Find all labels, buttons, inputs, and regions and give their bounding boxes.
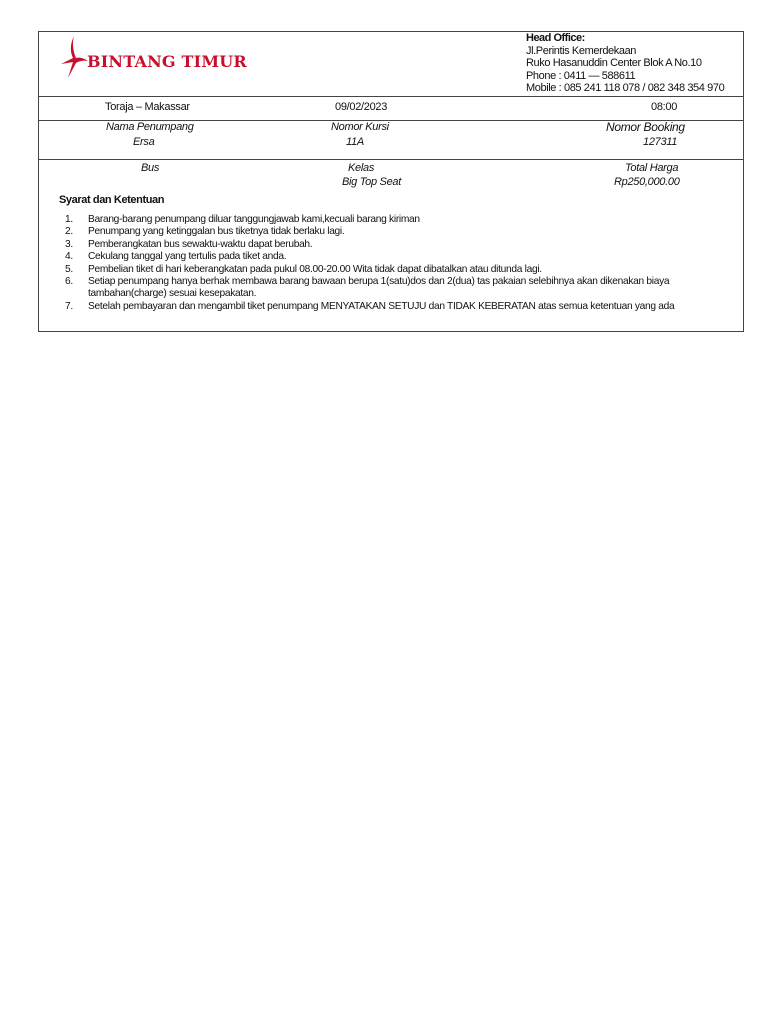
- brand-logo: [59, 34, 259, 82]
- passenger-name: Ersa: [133, 136, 155, 148]
- seat-number: 11A: [346, 136, 364, 148]
- terms-item-number: 7.: [65, 300, 73, 312]
- terms-item-number: 1.: [65, 214, 73, 225]
- trip-time: 08:00: [651, 101, 678, 113]
- trip-row: [39, 96, 743, 121]
- terms-item: [65, 264, 725, 276]
- office-address-line: Jl.Perintis Kemerdekaan: [526, 44, 637, 57]
- terms-item-number: 6.: [65, 276, 73, 288]
- terms-item-number: 2.: [65, 226, 73, 238]
- terms-item-number: 5.: [65, 263, 73, 275]
- swallow-bird-icon: [59, 34, 89, 80]
- terms-item-number: 4.: [65, 251, 73, 263]
- bus-label: Bus: [141, 162, 160, 174]
- terms-item: [65, 214, 725, 226]
- total-price-label: Total Harga: [625, 162, 679, 174]
- head-office-title: Head Office:: [526, 32, 585, 44]
- trip-date: 09/02/2023: [335, 101, 388, 113]
- booking-number-label: Nomor Booking: [606, 120, 685, 134]
- passenger-name-label: Nama Penumpang: [106, 121, 194, 133]
- terms-item: [65, 276, 725, 301]
- terms-item-text: Barang-barang penumpang diluar tanggungjawab kami,kecuali barang kiriman: [88, 214, 420, 225]
- office-address-line: Ruko Hasanuddin Center Blok A No.10: [526, 57, 702, 69]
- office-mobile: Mobile : 085 241 118 078 / 082 348 354 970: [526, 82, 725, 94]
- terms-item: [65, 226, 725, 238]
- booking-number: 127311: [643, 136, 678, 148]
- fare-and-terms-section: [39, 159, 743, 333]
- brand-name: BINTANG TIMUR: [87, 52, 247, 71]
- passenger-row: [39, 120, 743, 160]
- ticket-header: [39, 32, 743, 97]
- terms-item-number: 3.: [65, 238, 73, 250]
- seat-number-label: Nomor Kursi: [331, 121, 389, 133]
- trip-route: Toraja – Makassar: [105, 101, 190, 113]
- terms-item-text: Setiap penumpang hanya berhak membawa barang bawaan berupa 1(satu)dos dan 2(dua) tas pakaian selebihnya akan dikenakan biaya tambahan(charge) sesuai kesepakatan.: [88, 276, 670, 300]
- terms-item: [65, 239, 725, 251]
- terms-item: [65, 301, 725, 313]
- terms-item: [65, 251, 725, 263]
- office-phone: Phone : 0411 — 588611: [526, 69, 636, 82]
- head-office-info: [526, 32, 724, 95]
- terms-item-text: Penumpang yang ketinggalan bus tiketnya tidak berlaku lagi.: [88, 226, 345, 238]
- bus-ticket: [38, 31, 744, 332]
- class-value: Big Top Seat: [342, 176, 401, 188]
- terms-item-text: Pembelian tiket di hari keberangkatan pada pukul 08.00-20.00 Wita tidak dapat dibatalkan atau ditunda lagi.: [88, 263, 542, 275]
- class-label: Kelas: [348, 162, 375, 174]
- terms-item-text: Setelah pembayaran dan mengambil tiket penumpang MENYATAKAN SETUJU dan TIDAK KEBERATAN atas semua ketentuan yang ada: [88, 300, 675, 312]
- terms-list: [65, 214, 725, 313]
- terms-item-text: Cekulang tanggal yang tertulis pada tiket anda.: [88, 251, 287, 263]
- total-price: Rp250,000.00: [614, 176, 680, 188]
- terms-title: Syarat dan Ketentuan: [59, 194, 165, 206]
- terms-item-text: Pemberangkatan bus sewaktu-waktu dapat berubah.: [88, 238, 313, 250]
